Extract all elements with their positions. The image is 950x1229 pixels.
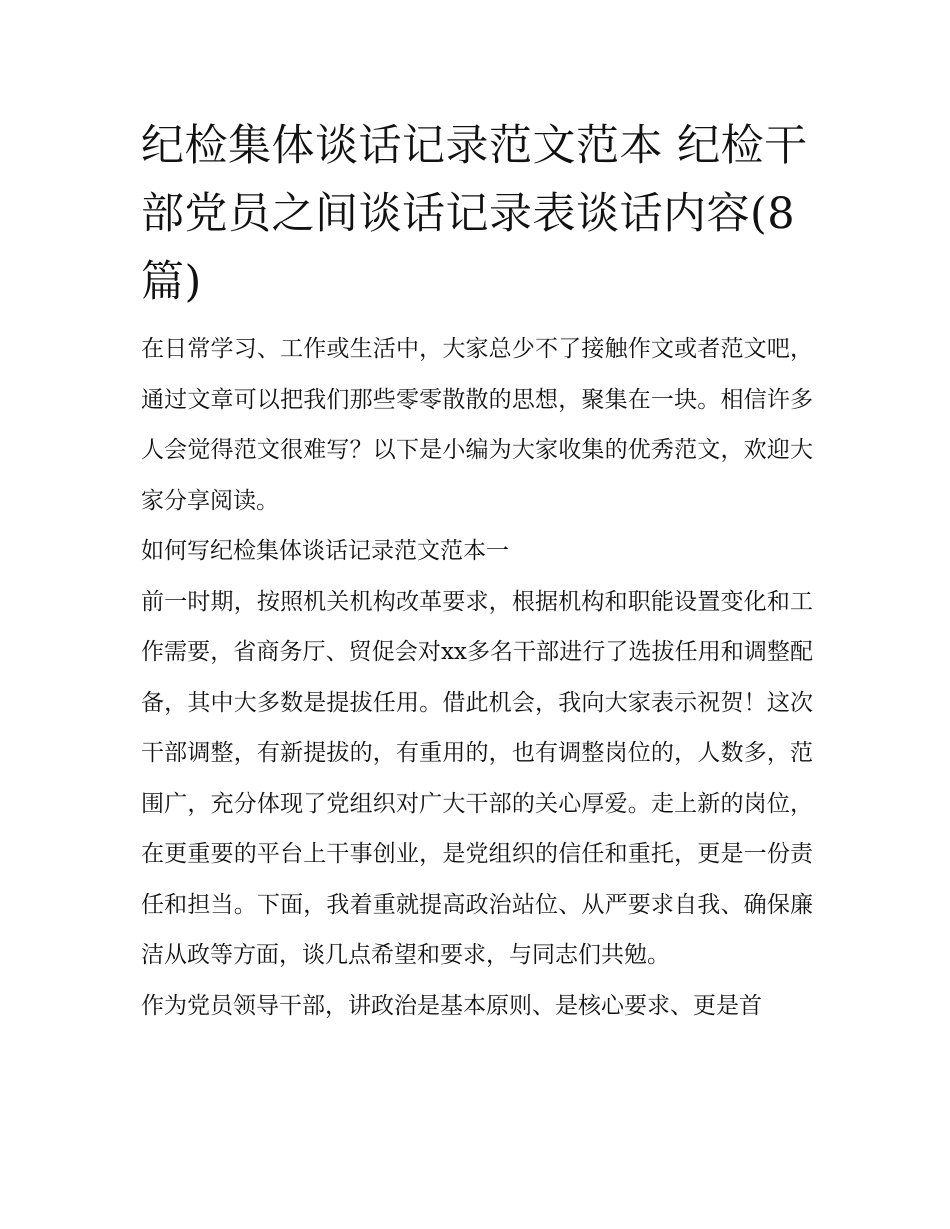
document-content (141, 112, 813, 1031)
body-paragraph-truncated: 作为党员领导干部，讲政治是基本原则、是核心要求、更是首 (141, 992, 762, 1019)
intro-paragraph: 在日常学习、工作或生活中，大家总少不了接触作文或者范文吧，通过文章可以把我们那些零零散散的思想，聚集在一块。相信许多人会觉得范文很难写？以下是小编为大家收集的优秀范文，欢迎大家分享阅读。 (141, 336, 813, 514)
body-paragraph: 前一时期，按照机关机构改革要求，根据机构和职能设置变化和工作需要，省商务厅、贸促会对xx多名干部进行了选拔任用和调整配备，其中大多数是提拔任用。借此机会，我向大家表示祝贺！这次干部调整，有新提拔的，有重用的，也有调整岗位的，人数多，范围广，充分体现了党组织对广大干部的关心厚爱。走上新的岗位，在更重要的平台上干事创业，是党组织的信任和重托，更是一份责任和担当。下面，我着重就提高政治站位、从严要求自我、确保廉洁从政等方面，谈几点希望和要求，与同志们共勉。 (141, 588, 813, 968)
document-title: 纪检集体谈话记录范文范本 纪检干部党员之间谈话记录表谈话内容(8篇) (141, 121, 808, 307)
section-heading: 如何写纪检集体谈话记录范文范本一 (141, 538, 509, 564)
